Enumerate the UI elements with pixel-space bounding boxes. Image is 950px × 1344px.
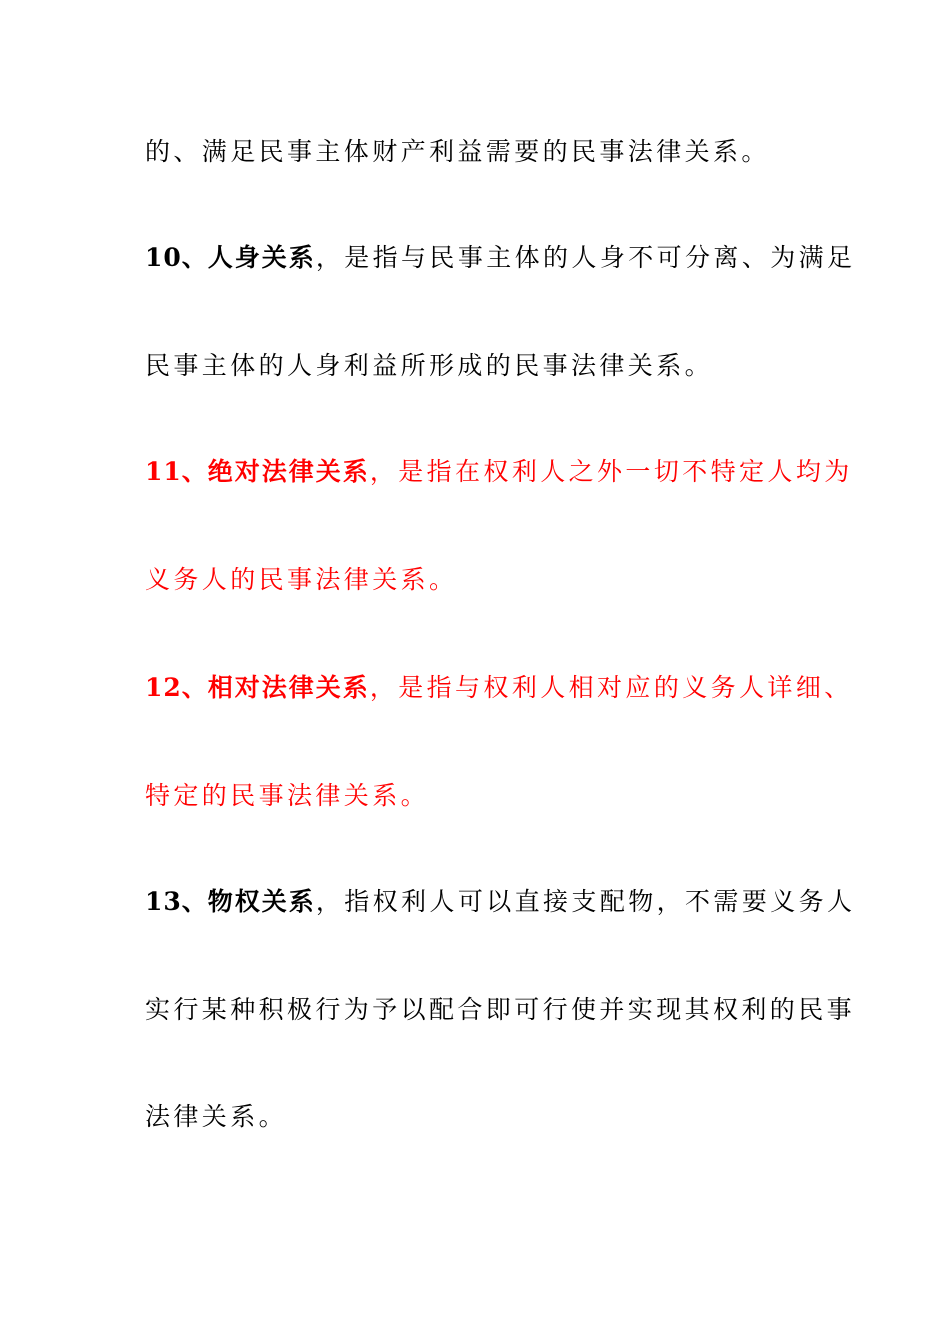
defined-term: 人身关系 (207, 243, 316, 272)
paragraph-12-line-2 (145, 779, 825, 813)
paragraph-12-line-1 (145, 671, 853, 705)
defined-term: 绝对法律关系 (207, 457, 370, 486)
line-text: 民事主体的人身利益所形成的民事法律关系。 (145, 351, 714, 380)
paragraph-13-line-1 (145, 885, 856, 919)
paragraph-10-line-1 (145, 241, 856, 275)
line-text: ，是指与权利人相对应的义务人详细、 (369, 673, 853, 702)
line-text: ，指权利人可以直接支配物，不需要义务人 (315, 887, 856, 916)
defined-term: 物权关系 (207, 887, 316, 916)
line-text: ，是指与民事主体的人身不可分离、为满足 (315, 243, 856, 272)
line-text: 的、满足民事主体财产利益需要的民事法律关系。 (145, 137, 770, 166)
item-number: 10、 (145, 243, 208, 272)
paragraph-13-line-3 (145, 1100, 825, 1134)
line-text: 实行某种积极行为予以配合即可行使并实现其权利的民事 (145, 995, 856, 1024)
paragraph-11-line-2 (145, 563, 825, 597)
line-text: 义务人的民事法律关系。 (145, 565, 458, 594)
paragraph-13-line-2 (145, 993, 856, 1027)
paragraph-9-continuation-line (145, 135, 825, 169)
paragraph-10-line-2 (145, 349, 825, 383)
line-text: ，是指在权利人之外一切不特定人均为 (369, 457, 853, 486)
item-number: 12、 (145, 673, 208, 702)
item-number: 11、 (145, 457, 208, 486)
item-number: 13、 (145, 887, 208, 916)
line-text: 法律关系。 (145, 1102, 288, 1131)
defined-term: 相对法律关系 (207, 673, 370, 702)
line-text: 特定的民事法律关系。 (145, 781, 430, 810)
paragraph-11-line-1 (145, 455, 853, 489)
